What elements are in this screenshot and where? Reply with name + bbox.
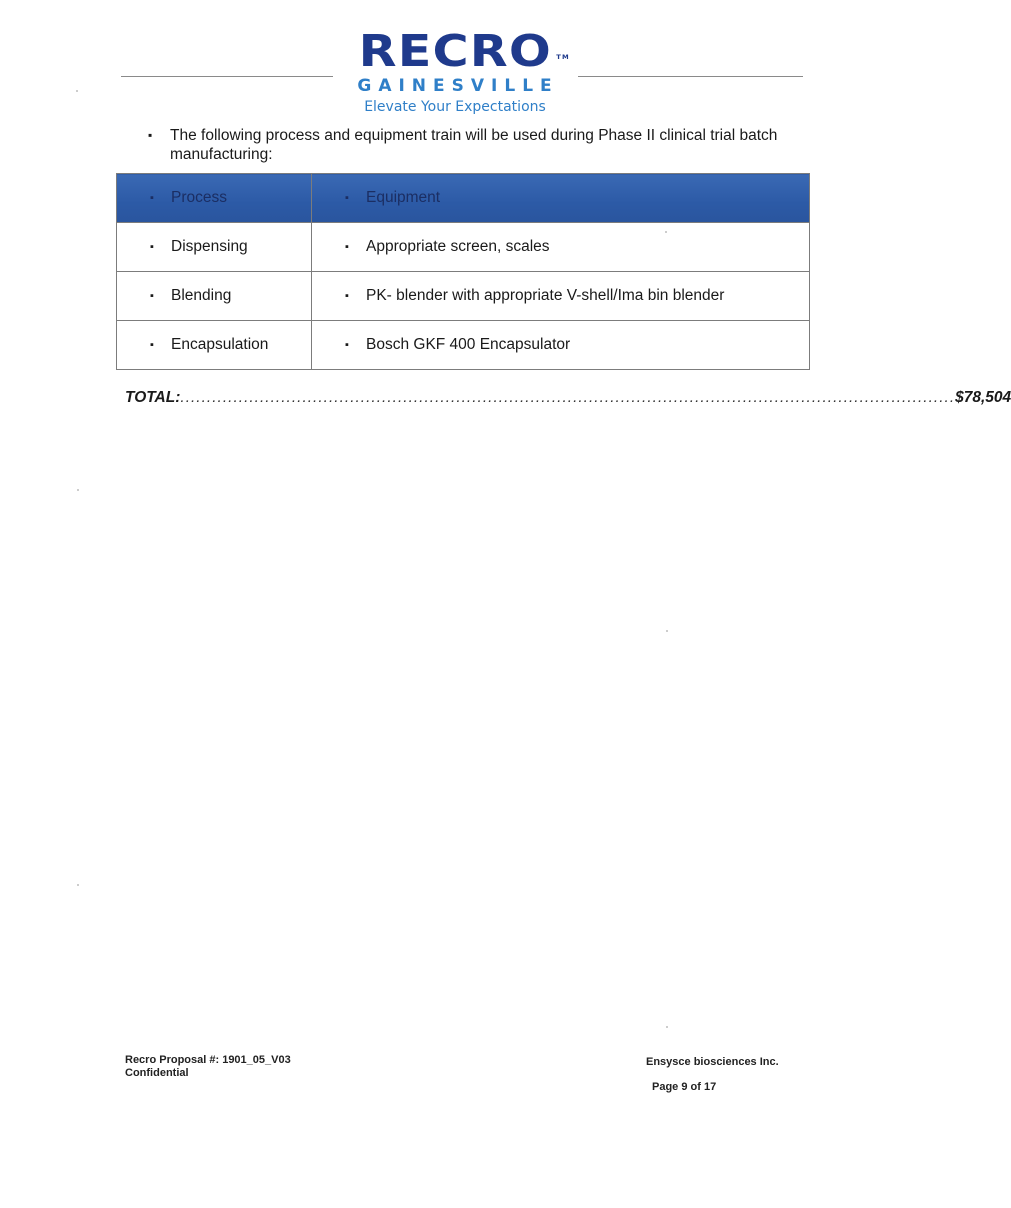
equipment-name: PK- blender with appropriate V-shell/Ima bin blender [366, 287, 725, 304]
header-cell-process [117, 174, 312, 223]
equipment-cell [312, 223, 810, 272]
scan-speck [666, 630, 668, 632]
logo-wordmark [358, 26, 570, 77]
scan-speck [665, 231, 667, 233]
table-bullet: ▪ [150, 192, 154, 204]
total-dot-leader: .................................................................................................................................................. [180, 389, 956, 406]
table-header-row [117, 174, 810, 223]
table-bullet: ▪ [345, 290, 349, 302]
intro-text: The following process and equipment train will be used during Phase II clinical trial batch manufacturing: [170, 127, 778, 163]
process-cell [117, 321, 312, 370]
table-row [117, 223, 810, 272]
total-line [125, 389, 1011, 407]
footer-page-number: Page 9 of 17 [652, 1081, 717, 1093]
equipment-cell [312, 272, 810, 321]
footer-company: Ensysce biosciences Inc. [646, 1056, 779, 1068]
logo-trademark: TM [555, 54, 570, 61]
header-process-label: Process [171, 189, 227, 206]
total-amount: $78,504 [955, 389, 1011, 406]
intro-bullet: ▪ [148, 128, 153, 142]
company-logo [330, 26, 580, 115]
table-bullet: ▪ [345, 339, 349, 351]
scan-speck [76, 90, 78, 92]
header-equipment-label: Equipment [366, 189, 441, 206]
table-bullet: ▪ [150, 339, 154, 351]
equipment-cell [312, 321, 810, 370]
header-rule-right [578, 76, 803, 77]
table-row [117, 272, 810, 321]
scan-speck [77, 489, 79, 491]
footer-confidential: Confidential [125, 1067, 189, 1079]
header-rule-left [121, 76, 333, 77]
table-bullet: ▪ [150, 241, 154, 253]
process-name: Blending [171, 287, 232, 304]
logo-tagline: Elevate Your Expectations [364, 99, 546, 115]
process-cell [117, 272, 312, 321]
logo-city: GAINESVILLE [357, 76, 559, 96]
equipment-name: Bosch GKF 400 Encapsulator [366, 336, 571, 353]
table-bullet: ▪ [345, 192, 349, 204]
equipment-name: Appropriate screen, scales [366, 238, 550, 255]
logo-word-text: RECRO [358, 26, 552, 77]
process-cell [117, 223, 312, 272]
table-bullet: ▪ [345, 241, 349, 253]
total-label: TOTAL: [125, 389, 181, 406]
process-name: Dispensing [171, 238, 248, 255]
table-row [117, 321, 810, 370]
header-cell-equipment [312, 174, 810, 223]
table-bullet: ▪ [150, 290, 154, 302]
process-name: Encapsulation [171, 336, 269, 353]
scan-speck [77, 884, 79, 886]
process-equipment-table [116, 173, 810, 370]
scan-speck [666, 1026, 668, 1028]
intro-paragraph [148, 126, 816, 164]
footer-proposal-number: Recro Proposal #: 1901_05_V03 [125, 1054, 291, 1066]
